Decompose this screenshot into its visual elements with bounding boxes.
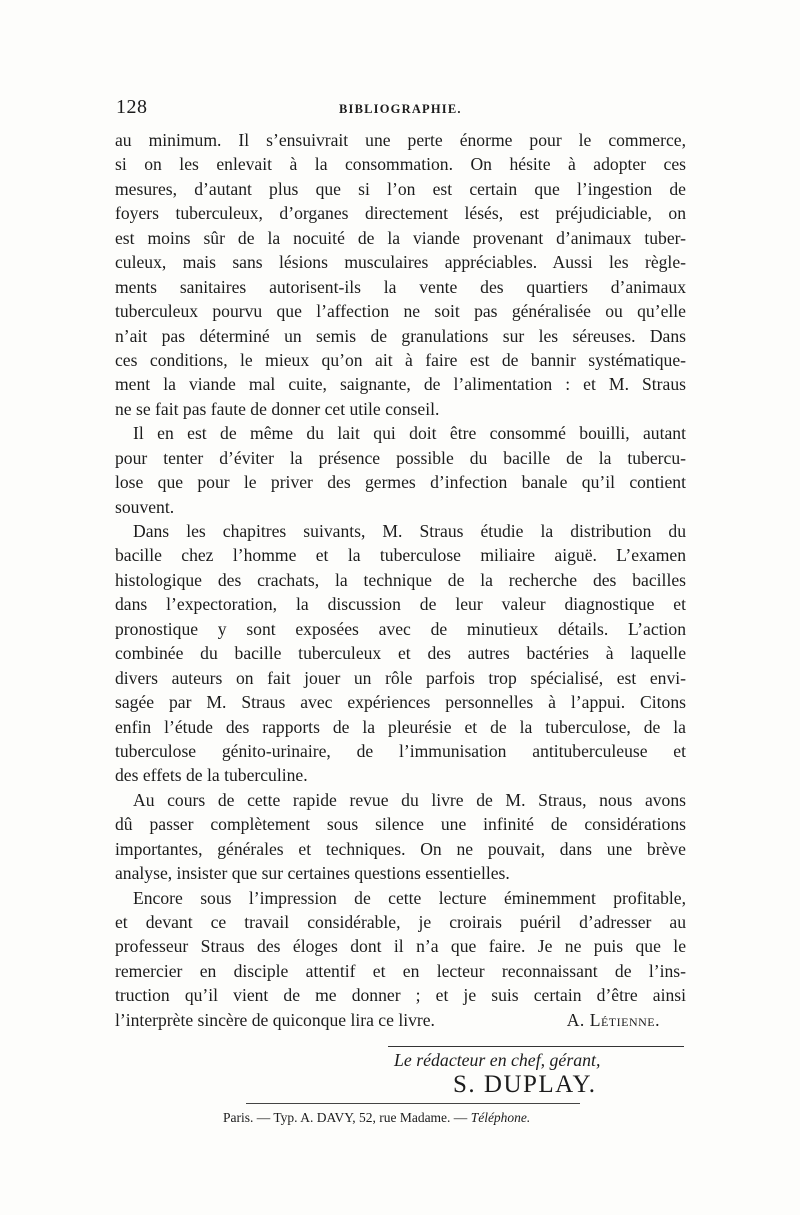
text-line: au minimum. Il s’ensuivrait une perte énorme pour le commerce,	[115, 130, 686, 150]
running-head: BIBLIOGRAPHIE.	[339, 102, 462, 116]
text-line: truction qu’il vient de me donner ; et je suis certain d’être ainsi	[115, 985, 686, 1006]
text-line: ne se fait pas faute de donner cet utile conseil.	[115, 398, 440, 419]
text-line: si on les enlevait à la consommation. On hésite à adopter ces	[115, 154, 686, 175]
author-signature: A. Létienne.	[566, 1009, 660, 1030]
text-line: Au cours de cette rapide revue du livre de M. Straus, nous avons	[133, 789, 686, 810]
text-line: mesures, d’autant plus que si l’on est certain que l’ingestion de	[115, 178, 686, 199]
text-line: tuberculose génito-urinaire, de l’immunisation antituberculeuse et	[115, 740, 686, 761]
text-line: histologique des crachats, la technique de la recherche des bacilles	[115, 569, 686, 590]
text-line: dû passer complètement sous silence une infinité de considérations	[115, 814, 686, 835]
text-line: enfin l’étude des rapports de la pleurésie et de la tuberculose, de la	[115, 716, 686, 737]
divider	[388, 1046, 684, 1047]
text-line: Il en est de même du lait qui doit être consommé bouilli, autant	[133, 423, 686, 444]
text-line: sagée par M. Straus avec expériences personnelles à l’appui. Citons	[115, 692, 686, 713]
editor-name: S. DUPLAY.	[453, 1071, 597, 1098]
closing-text: l’interprète sincère de quiconque lira ce livre.	[115, 1009, 435, 1030]
text-line: divers auteurs on fait jouer un rôle parfois trop spécialisé, est envi-	[115, 667, 686, 688]
text-line: professeur Straus des éloges dont il n’a que faire. Je ne puis que le	[115, 936, 686, 957]
printer-imprint	[223, 1110, 530, 1126]
text-line: combinée du bacille tuberculeux et des autres bactéries à laquelle	[115, 643, 686, 664]
text-line: n’ait pas déterminé un semis de granulations sur les séreuses. Dans	[115, 325, 686, 346]
text-line: dans l’expectoration, la discussion de leur valeur diagnostique et	[115, 594, 686, 615]
text-line: et devant ce travail considérable, je croirais puéril d’adresser au	[115, 912, 686, 932]
text-line: importantes, générales et techniques. On ne pouvait, dans une brève	[115, 838, 686, 859]
text-line: pronostique y sont exposées avec de minutieux détails. L’action	[115, 618, 686, 639]
body-text	[115, 128, 686, 1032]
editor-title: Le rédacteur en chef, gérant,	[394, 1050, 601, 1070]
text-line: culeux, mais sans lésions musculaires appréciables. Aussi les règle-	[115, 252, 686, 273]
closing-line	[115, 1008, 686, 1032]
text-line: tuberculeux pourvu que l’affection ne soit pas généralisée ou qu’elle	[115, 301, 686, 322]
text-line: remercier en disciple attentif et en lecteur reconnaissant de l’ins-	[115, 960, 686, 981]
page-number: 128	[116, 96, 148, 118]
text-line: lose que pour le priver des germes d’infection banale qu’il contient	[115, 472, 686, 493]
text-line: souvent.	[115, 496, 175, 517]
text-line: foyers tuberculeux, d’organes directement lésés, est préjudiciable, on	[115, 203, 686, 224]
text-line: ments sanitaires autorisent-ils la vente des quartiers d’animaux	[115, 276, 686, 297]
text-line: des effets de la tuberculine.	[115, 765, 308, 786]
printer-telephone: Téléphone.	[470, 1110, 531, 1125]
text-line: bacille chez l’homme et la tuberculose miliaire aiguë. L’examen	[115, 545, 686, 566]
text-line: ces conditions, le mieux qu’on ait à faire est de bannir systématique-	[115, 349, 686, 370]
divider	[246, 1103, 580, 1104]
text-line: pour tenter d’éviter la présence possible du bacille de la tubercu-	[115, 447, 686, 468]
text-line: analyse, insister que sur certaines questions essentielles.	[115, 863, 510, 884]
text-line: est moins sûr de la nocuité de la viande provenant d’animaux tuber-	[115, 227, 686, 248]
text-line: Dans les chapitres suivants, M. Straus étudie la distribution du	[133, 521, 686, 541]
text-line: ment la viande mal cuite, saignante, de l’alimentation : et M. Straus	[115, 374, 686, 395]
printer-text: Paris. — Typ. A. DAVY, 52, rue Madame. —	[223, 1110, 468, 1125]
text-line: Encore sous l’impression de cette lecture éminemment profitable,	[133, 887, 686, 908]
